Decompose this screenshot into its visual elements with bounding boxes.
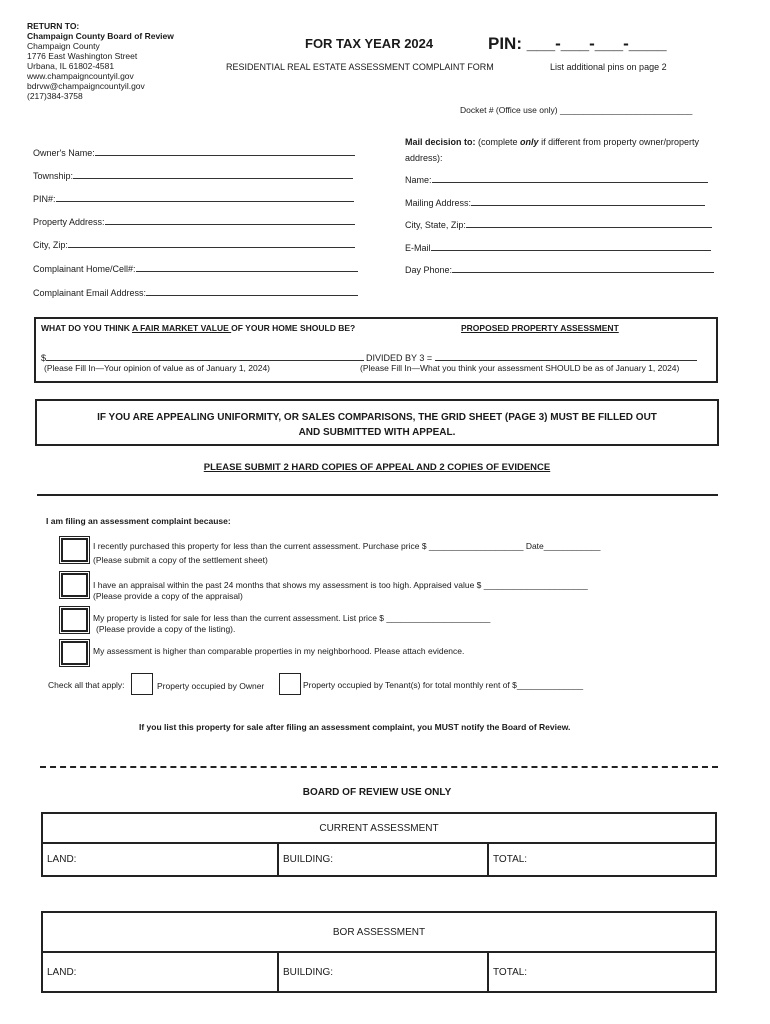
mail-name-field[interactable] — [405, 173, 708, 185]
pin-field[interactable] — [33, 192, 354, 204]
return-line: (217)384-3758 — [27, 91, 83, 101]
notice-line: IF YOU ARE APPEALING UNIFORMITY, OR SALES COMPARISONS, THE GRID SHEET (PAGE 3) MUST BE FILLED OUT — [97, 412, 657, 423]
fmv-value-field[interactable]: $ — [41, 351, 364, 363]
check-all-label: Check all that apply: — [48, 680, 125, 690]
owner-occupied-checkbox[interactable] — [131, 673, 153, 695]
current-building-cell[interactable]: BUILDING: — [278, 843, 488, 876]
current-total-cell[interactable]: TOTAL: — [488, 843, 716, 876]
proposed-assessment-heading: PROPOSED PROPERTY ASSESSMENT — [461, 323, 619, 333]
grid-sheet-notice — [35, 399, 719, 446]
day-phone-field[interactable] — [405, 263, 714, 275]
reason-appraisal-text: I have an appraisal within the past 24 months that shows my assessment is too high. Appraised value $ ______________________ (Please provide a copy of the appraisal) — [93, 580, 588, 601]
proposed-note: (Please Fill In—What you think your assessment SHOULD be as of January 1, 2024) — [360, 363, 680, 373]
bor-land-cell[interactable]: LAND: — [42, 952, 278, 992]
return-line: bdrvw@champaigncountyil.gov — [27, 81, 145, 91]
complainant-email-field[interactable] — [33, 286, 358, 298]
tenant-occupied-checkbox[interactable] — [279, 673, 301, 695]
tenant-occupied-label: Property occupied by Tenant(s) for total monthly rent of $______________ — [303, 680, 584, 690]
current-assessment-table — [41, 812, 717, 877]
mailing-address-label: Mailing Address: — [405, 198, 472, 208]
property-address-label: Property Address: — [33, 217, 105, 227]
submit-copies-notice: PLEASE SUBMIT 2 HARD COPIES OF APPEAL AND 2 COPIES OF EVIDENCE — [203, 462, 551, 473]
reason-comparable-text: My assessment is higher than comparable properties in my neighborhood. Please attach evidence. — [93, 646, 465, 656]
property-address-field[interactable] — [33, 215, 355, 227]
docket-field[interactable]: Docket # (Office use only) ____________________________ — [460, 105, 693, 115]
fmv-question: WHAT DO YOU THINK A FAIR MARKET VALUE OF YOUR HOME SHOULD BE? — [41, 323, 356, 333]
bor-assessment-table — [41, 911, 717, 993]
return-line: www.champaigncountyil.gov — [27, 71, 134, 81]
owner-name-field[interactable] — [33, 146, 355, 158]
return-heading: RETURN TO: — [27, 21, 80, 31]
city-state-zip-label: City, State, Zip: — [405, 220, 466, 230]
owner-occupied-label: Property occupied by Owner — [157, 681, 265, 691]
proposed-assessment-field[interactable]: DIVIDED BY 3 = — [366, 351, 697, 363]
city-zip-label: City, Zip: — [33, 240, 68, 250]
notice-line: AND SUBMITTED WITH APPEAL. — [298, 427, 456, 438]
day-phone-label: Day Phone: — [405, 265, 453, 275]
mail-email-label: E-Mail — [405, 243, 431, 253]
pin-field-label: PIN#: — [33, 194, 56, 204]
city-zip-field[interactable] — [33, 238, 355, 250]
section-divider — [37, 494, 718, 496]
township-field[interactable] — [33, 169, 353, 181]
township-label: Township: — [33, 171, 74, 181]
form-title: RESIDENTIAL REAL ESTATE ASSESSMENT COMPLAINT FORM — [226, 62, 494, 72]
fair-market-value-box — [34, 317, 718, 383]
bor-building-cell[interactable]: BUILDING: — [278, 952, 488, 992]
reason-comparable-checkbox[interactable] — [61, 641, 88, 665]
current-assessment-heading: CURRENT ASSESSMENT — [42, 813, 716, 843]
complainant-email-label: Complainant Email Address: — [33, 288, 147, 298]
pin-label: PIN: ___-___-___-____ — [488, 34, 667, 53]
return-line: 1776 East Washington Street — [27, 51, 138, 61]
reasons-intro: I am filing an assessment complaint because: — [46, 516, 231, 526]
mail-email-field[interactable] — [405, 241, 711, 253]
owner-name-label: Owner's Name: — [33, 148, 95, 158]
mail-name-label: Name: — [405, 175, 432, 185]
bor-total-cell[interactable]: TOTAL: — [488, 952, 716, 992]
tax-year-title: FOR TAX YEAR 2024 — [305, 36, 434, 51]
reason-purchase-checkbox[interactable] — [61, 538, 88, 562]
reason-appraisal-checkbox[interactable] — [61, 573, 88, 597]
return-org: Champaign County Board of Review — [27, 31, 174, 41]
home-cell-label: Complainant Home/Cell#: — [33, 264, 136, 274]
bor-title: BOARD OF REVIEW USE ONLY — [302, 787, 452, 798]
fmv-note: (Please Fill In—Your opinion of value as of January 1, 2024) — [44, 363, 271, 373]
reason-listed-text: My property is listed for sale for less than the current assessment. List price $ ______________________ (Please provide a copy of the listing). — [93, 613, 491, 634]
return-address-block — [27, 21, 227, 101]
reason-listed-checkbox[interactable] — [61, 608, 88, 632]
bor-assessment-heading: BOR ASSESSMENT — [42, 912, 716, 952]
pin-note: List additional pins on page 2 — [550, 62, 667, 72]
home-cell-field[interactable] — [33, 262, 358, 274]
mailing-address-field[interactable] — [405, 196, 705, 208]
city-state-zip-field[interactable] — [405, 218, 712, 230]
sale-notice: If you list this property for sale after filing an assessment complaint, you MUST notify the Board of Review. — [139, 722, 571, 732]
return-line: Urbana, IL 61802-4581 — [27, 61, 115, 71]
current-land-cell[interactable]: LAND: — [42, 843, 278, 876]
reason-purchase-text: I recently purchased this property for less than the current assessment. Purchase price $ ____________________ Date____________ (Please submit a copy of the settlement sheet) — [93, 541, 601, 565]
mail-decision-intro: Mail decision to: (complete only if different from property owner/property address): — [405, 137, 699, 163]
office-use-divider — [40, 766, 718, 768]
return-line: Champaign County — [27, 41, 100, 51]
mail-decision-label: Mail decision to: — [405, 137, 476, 147]
